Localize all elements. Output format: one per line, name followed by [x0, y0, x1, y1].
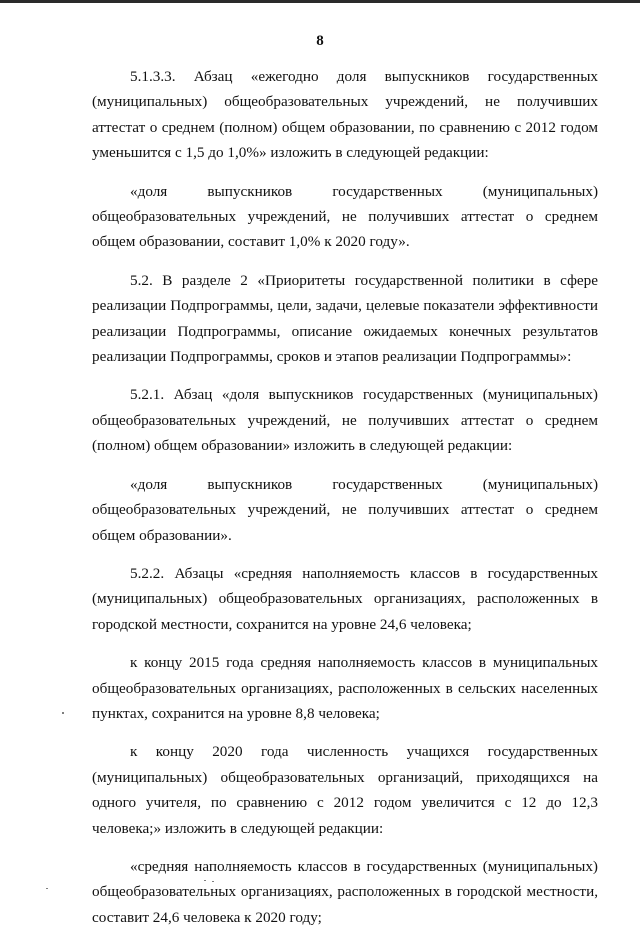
scan-speck: [204, 880, 206, 881]
paragraph-5-2-2: 5.2.2. Абзацы «средняя наполняемость классов в государственных (муниципальных) общеобразовательных организациях, расположенных в городской местности, сохранится на уровне 24,6 человека;: [92, 564, 598, 633]
paragraph-5-2-1: 5.2.1. Абзац «доля выпускников государственных (муниципальных) общеобразовательных учреждений, не получивших аттестат о среднем (полном) общем образовании» изложить в следующей редакции:: [92, 386, 598, 455]
document-body: [92, 64, 598, 930]
scan-speck: [212, 881, 214, 882]
paragraph-students-per-teacher: к концу 2020 года численность учащихся государственных (муниципальных) общеобразовательных организаций, приходящихся на одного учителя, по сравнению с 2012 годом увеличится с 12 до 12,3 человека;» изложить в следующей редакции:: [92, 743, 598, 837]
paragraph-rural-fill-rate: к концу 2015 года средняя наполняемость классов в муниципальных общеобразовательных организациях, расположенных в сельских населенных пунктах, сохранится на уровне 8,8 человека;: [92, 654, 598, 722]
paragraph-new-wording-2: «доля выпускников государственных (муниципальных) общеобразовательных учреждений, не получивших аттестат о среднем общем образовании».: [92, 475, 598, 544]
paragraph-5-1-3-3: 5.1.3.3. Абзац «ежегодно доля выпускников государственных (муниципальных) общеобразовательных учреждений, не получивших аттестат о среднем (полном) общем образовании, по сравнению с 2012 годом уменьшится с 1,5 до 1,0%» изложить в следующей редакции:: [92, 68, 598, 162]
paragraph-5-2: 5.2. В разделе 2 «Приоритеты государственной политики в сфере реализации Подпрограммы, цели, задачи, целевые показатели эффективности реализации Подпрограммы, описание ожидаемых конечных результатов реализации Подпрограммы, сроков и этапов реализации Подпрограммы»:: [92, 271, 598, 366]
scan-speck: [62, 712, 64, 714]
scan-speck: [46, 888, 48, 889]
paragraph-new-wording-1: «доля выпускников государственных (муниципальных) общеобразовательных учреждений, не получивших аттестат о среднем общем образовании, составит 1,0% к 2020 году».: [92, 182, 598, 251]
scan-top-edge: [0, 0, 640, 3]
paragraph-new-wording-3: «средняя наполняемость классов в государственных (муниципальных) общеобразовательных организациях, расположенных в городской местности, составит 24,6 человека к 2020 году;: [92, 857, 598, 926]
page-number: 8: [316, 33, 324, 49]
